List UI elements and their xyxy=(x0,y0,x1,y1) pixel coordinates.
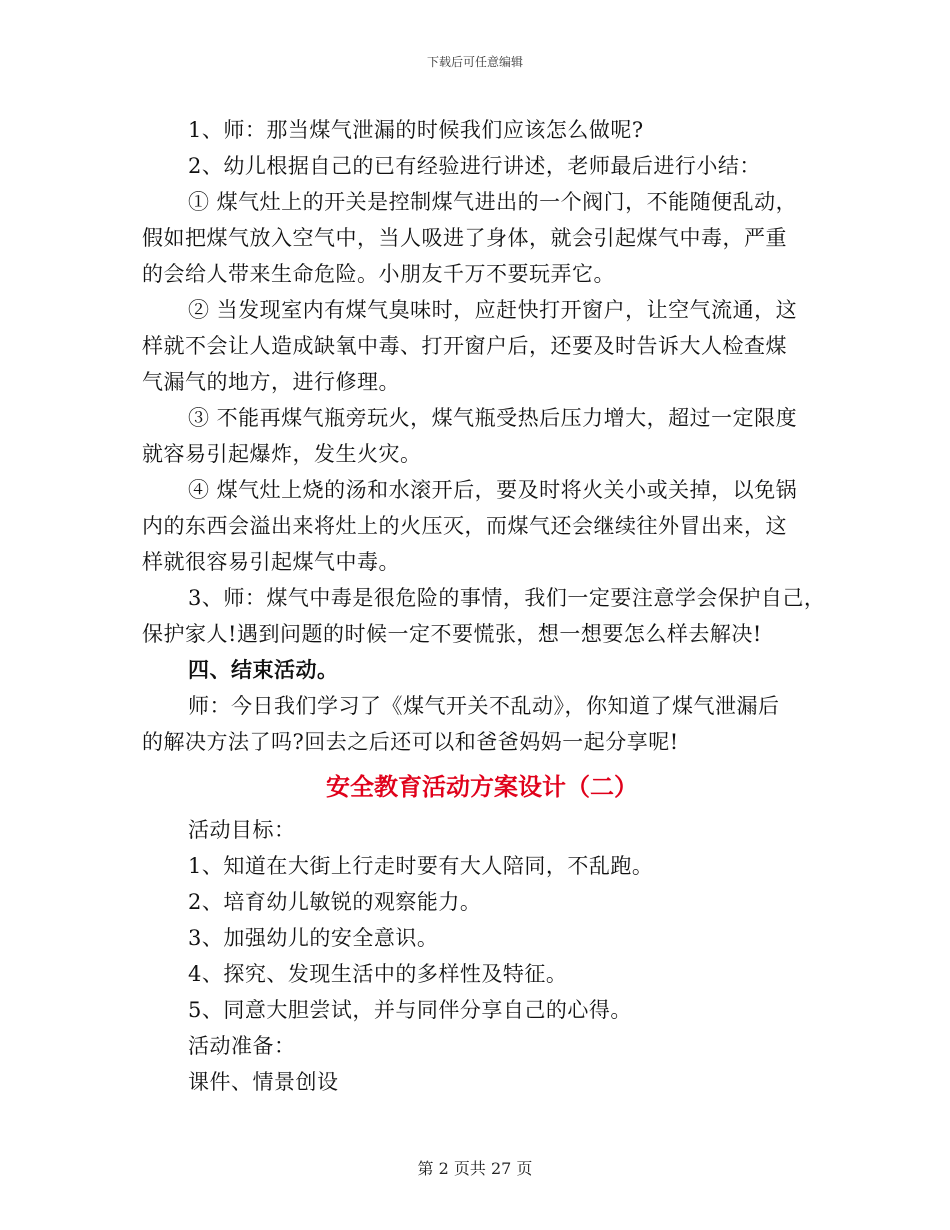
end-activity-line2: 的解决方法了吗?回去之后还可以和爸爸妈妈一起分享呢! xyxy=(142,730,679,754)
paragraph3-line1: 3、师：煤气中毒是很危险的事情，我们一定要注意学会保护自己， xyxy=(188,586,826,610)
page-footer: 第 2 页共 27 页 xyxy=(417,1159,533,1178)
paragraph-teacher-question: 1、师：那当煤气泄漏的时候我们应该怎么做呢? xyxy=(188,118,644,142)
goals-label: 活动目标： xyxy=(188,818,296,842)
goal-item-1: 1、知道在大街上行走时要有大人陪同，不乱跑。 xyxy=(188,854,654,878)
goal-item-2: 2、培育幼儿敏锐的观察能力。 xyxy=(188,890,482,914)
document-body xyxy=(142,112,826,1100)
item1-line3: 的会给人带来生命危险。小朋友千万不要玩弄它。 xyxy=(142,262,615,286)
item4-line1: ④ 煤气灶上烧的汤和水滚开后，要及时将火关小或关掉，以免锅 xyxy=(188,478,798,502)
section-heading-end-activity: 四、结束活动。 xyxy=(188,657,339,682)
item2-line1: ② 当发现室内有煤气臭味时，应赶快打开窗户，让空气流通，这 xyxy=(188,298,798,322)
goal-item-5: 5、同意大胆尝试，并与同伴分享自己的心得。 xyxy=(188,998,632,1022)
item2-line2: 样就不会让人造成缺氧中毒、打开窗户后，还要及时告诉大人检查煤 xyxy=(142,334,787,358)
page-header: 下载后可任意编辑 xyxy=(426,55,523,69)
goal-item-4: 4、探究、发现生活中的多样性及特征。 xyxy=(188,962,568,986)
end-activity-line1: 师：今日我们学习了《煤气开关不乱动》，你知道了煤气泄漏后 xyxy=(188,694,780,718)
item3-line1: ③ 不能再煤气瓶旁玩火，煤气瓶受热后压力增大，超过一定限度 xyxy=(188,406,798,430)
paragraph3-line2: 保护家人!遇到问题的时候一定不要慌张，想一想要怎么样去解决! xyxy=(142,622,762,646)
item1-line2: 假如把煤气放入空气中，当人吸进了身体，就会引起煤气中毒，严重 xyxy=(142,226,787,250)
prep-content: 课件、情景创设 xyxy=(188,1070,339,1094)
part2-title: 安全教育活动方案设计（二） xyxy=(326,773,638,801)
paragraph-summary-intro: 2、幼儿根据自己的已有经验进行讲述，老师最后进行小结： xyxy=(188,154,761,178)
item2-line3: 气漏气的地方，进行修理。 xyxy=(142,370,400,394)
item1-line1: ① 煤气灶上的开关是控制煤气进出的一个阀门，不能随便乱动， xyxy=(188,190,798,214)
item4-line3: 样就很容易引起煤气中毒。 xyxy=(142,550,400,574)
item3-line2: 就容易引起爆炸，发生火灾。 xyxy=(142,442,422,466)
prep-label: 活动准备： xyxy=(188,1034,296,1058)
item4-line2: 内的东西会溢出来将灶上的火压灭，而煤气还会继续往外冒出来，这 xyxy=(142,514,787,538)
goal-item-3: 3、加强幼儿的安全意识。 xyxy=(188,926,439,950)
